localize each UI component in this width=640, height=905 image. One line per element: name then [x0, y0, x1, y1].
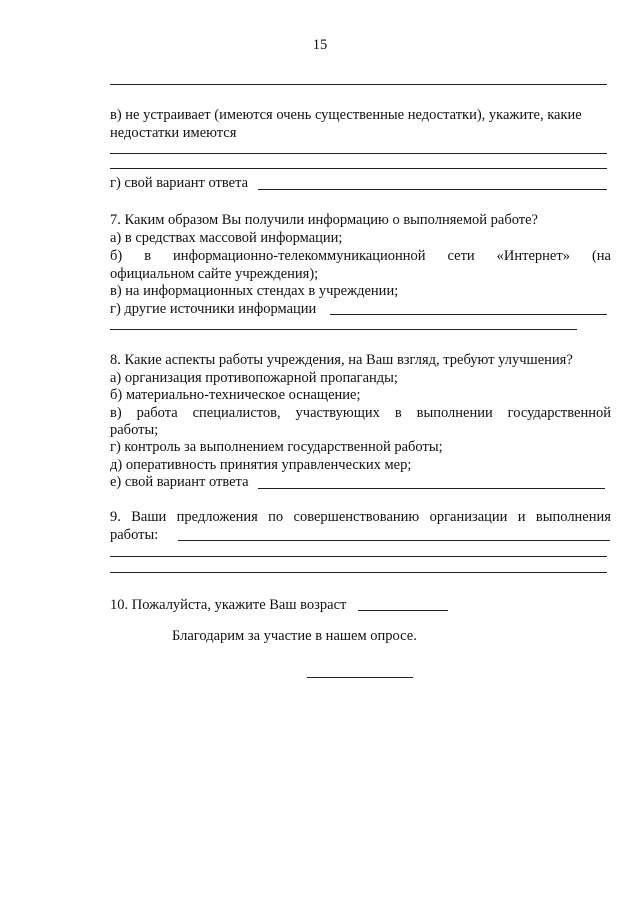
answer-line: [110, 153, 607, 154]
q8-option-v-line2: работы;: [110, 422, 159, 438]
q8-option-g: г) контроль за выполнением государственной работы;: [110, 439, 443, 455]
q8-title: 8. Какие аспекты работы учреждения, на Ваш взгляд, требуют улучшения?: [110, 352, 573, 368]
q8-option-b: б) материально-техническое оснащение;: [110, 387, 361, 403]
answer-line: [110, 572, 607, 573]
closing-separator: [307, 677, 413, 678]
thanks-text: Благодарим за участие в нашем опросе.: [172, 628, 417, 644]
word: работа: [136, 405, 178, 421]
word: совершенствованию: [293, 509, 420, 525]
q7-option-b-line2: официальном сайте учреждения);: [110, 266, 319, 282]
word: участвующих: [295, 405, 380, 421]
q6-option-v-line2: недостатки имеются: [110, 125, 237, 141]
word: б): [110, 248, 123, 264]
answer-line: [110, 168, 607, 169]
word: в: [144, 248, 152, 264]
word: Ваши: [131, 509, 167, 525]
answer-field-line[interactable]: [178, 540, 610, 541]
q8-option-v-line1: [110, 404, 611, 422]
word: 9.: [110, 509, 121, 525]
word: выполнении: [416, 405, 493, 421]
page-number: 15: [312, 37, 328, 53]
word: и: [517, 509, 526, 525]
q6-option-v-line1: в) не устраивает (имеются очень существенные недостатки), укажите, какие: [110, 107, 582, 123]
q8-option-d: д) оперативность принятия управленческих мер;: [110, 457, 412, 473]
q8-option-a: а) организация противопожарной пропаганды;: [110, 370, 398, 386]
word: «Интернет»: [496, 248, 570, 264]
word: (на: [591, 248, 611, 264]
q9-title-line1: [110, 508, 611, 526]
word: организации: [429, 509, 508, 525]
answer-field-line[interactable]: [258, 189, 607, 190]
q7-option-g: г) другие источники информации: [110, 301, 317, 317]
q7-option-a: а) в средствах массовой информации;: [110, 230, 343, 246]
answer-line: [110, 84, 607, 85]
q6-option-g: г) свой вариант ответа: [110, 175, 249, 191]
word: в): [110, 405, 122, 421]
answer-field-line[interactable]: [330, 314, 607, 315]
word: предложения: [176, 509, 258, 525]
word: по: [268, 509, 284, 525]
word: сети: [447, 248, 475, 264]
q10-label: 10. Пожалуйста, укажите Ваш возраст: [110, 597, 347, 613]
age-field-line[interactable]: [358, 610, 448, 611]
word: информационно-телекоммуникационной: [173, 248, 426, 264]
word: в: [394, 405, 402, 421]
q8-option-e: е) свой вариант ответа: [110, 474, 249, 490]
answer-line: [110, 556, 607, 557]
q7-option-v: в) на информационных стендах в учреждении;: [110, 283, 399, 299]
q7-option-b-line1: [110, 247, 611, 265]
word: государственной: [507, 405, 611, 421]
answer-field-line[interactable]: [258, 488, 605, 489]
word: специалистов,: [192, 405, 281, 421]
q9-title-line2: работы:: [110, 527, 159, 543]
answer-line: [110, 329, 577, 330]
word: выполнения: [535, 509, 611, 525]
q7-title: 7. Каким образом Вы получили информацию о выполняемой работе?: [110, 212, 538, 228]
